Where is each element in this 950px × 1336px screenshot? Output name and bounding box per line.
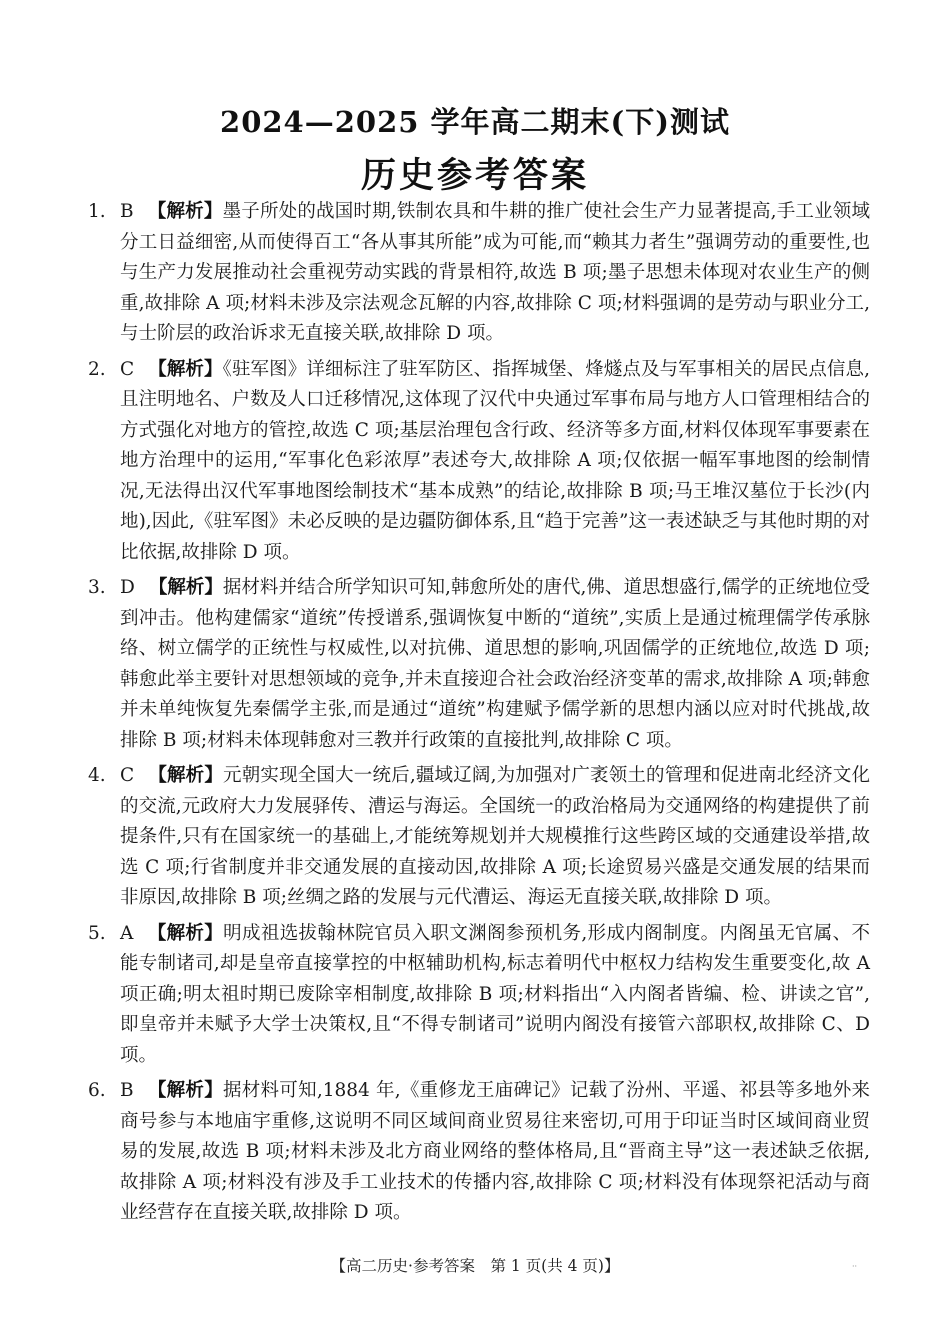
analysis-tag: 【解析】 bbox=[147, 201, 223, 222]
answer-item-2 bbox=[88, 355, 870, 569]
question-number: 4. bbox=[88, 765, 106, 786]
answer-item-4 bbox=[88, 761, 870, 914]
answer-choice: B bbox=[120, 201, 134, 222]
answer-item-6 bbox=[88, 1076, 870, 1229]
analysis-tag: 【解析】 bbox=[148, 358, 223, 380]
analysis-text: 元朝实现全国大一统后,疆域辽阔,为加强对广袤领土的管理和促进南北经济文化的交流,元政府大力发展驿传、漕运与海运。全国统一的政治格局为交通网络的构建提供了前提条件,只有在国家统一的基础上,才能统筹规划并大规模推行这些跨区域的交通建设举措,故选 C 项;行省制度并非交通发展的直接动因,故排除 A 项;长途贸易兴盛是交通发展的结果而非原因,故排除 B 项;丝绸之路的发展与元代漕运、海运无直接关联,故排除 D 项。 bbox=[120, 765, 870, 908]
question-number: 1. bbox=[88, 201, 106, 222]
answer-item-1 bbox=[88, 197, 870, 350]
analysis-tag: 【解析】 bbox=[147, 1080, 223, 1101]
analysis-tag: 【解析】 bbox=[147, 922, 224, 944]
answer-choice: C bbox=[120, 358, 135, 380]
answer-choice: C bbox=[120, 765, 135, 786]
scan-mark: ·· bbox=[852, 1262, 858, 1271]
document-title: 历史参考答案 bbox=[360, 155, 589, 196]
answer-item-3 bbox=[88, 573, 870, 756]
analysis-text: 《驻军图》详细标注了驻军防区、指挥城堡、烽燧点及与军事相关的居民点信息,且注明地名、户数及人口迁移情况,这体现了汉代中央通过军事布局与地方人口管理相结合的方式强化对地方的管控,故选 C 项;基层治理包含行政、经济等多方面,材料仅体现军事要素在地方治理中的运用,“军事化色彩浓厚”表述夸大,故排除 A 项;仅依据一幅军事地图的绘制情况,无法得出汉代军事地图绘制技术“基本成熟”的结论,故排除 B 项;马王堆汉墓位于长沙(内地),因此,《驻军图》未必反映的是边疆防御体系,且“趋于完善”这一表述缺乏与其他时期的对比依据,故排除 D 项。 bbox=[120, 358, 870, 563]
exam-title: 2024—2025 学年高二期末(下)测试 bbox=[220, 105, 730, 139]
answer-choice: B bbox=[120, 1080, 134, 1101]
answer-list bbox=[88, 197, 870, 1234]
question-number: 2. bbox=[88, 358, 106, 380]
answer-choice: D bbox=[120, 577, 135, 598]
answer-choice: A bbox=[120, 922, 134, 944]
analysis-tag: 【解析】 bbox=[148, 577, 223, 598]
question-number: 5. bbox=[88, 922, 106, 944]
analysis-tag: 【解析】 bbox=[148, 765, 224, 786]
analysis-text: 据材料并结合所学知识可知,韩愈所处的唐代,佛、道思想盛行,儒学的正统地位受到冲击。他构建儒家“道统”传授谱系,强调恢复中断的“道统”,实质上是通过梳理儒学传承脉络、树立儒学的正统性与权威性,以对抗佛、道思想的影响,巩固儒学的正统地位,故选 D 项;韩愈此举主要针对思想领域的竞争,并未直接迎合社会政治经济变革的需求,故排除 A 项;韩愈并未单纯恢复先秦儒学主张,而是通过“道统”构建赋予儒学新的思想内涵以应对时代挑战,故排除 B 项;材料未体现韩愈对三教并行政策的直接批判,故排除 C 项。 bbox=[120, 577, 870, 751]
question-number: 6. bbox=[88, 1080, 106, 1101]
analysis-text: 墨子所处的战国时期,铁制农具和牛耕的推广使社会生产力显著提高,手工业领域分工日益细密,从而使得百工“各从事其所能”成为可能,而“赖其力者生”强调劳动的重要性,也与生产力发展推动社会重视劳动实践的背景相符,故选 B 项;墨子思想未体现对农业生产的侧重,故排除 A 项;材料未涉及宗法观念瓦解的内容,故排除 C 项;材料强调的是劳动与职业分工,与士阶层的政治诉求无直接关联,故排除 D 项。 bbox=[120, 201, 870, 344]
analysis-text: 据材料可知,1884 年,《重修龙王庙碑记》记载了汾州、平遥、祁县等多地外来商号参与本地庙宇重修,这说明不同区域间商业贸易往来密切,可用于印证当时区域间商业贸易的发展,故选 B 项;材料未涉及北方商业网络的整体格局,且“晋商主导”这一表述缺乏依据,故排除 A 项;材料没有涉及手工业技术的传播内容,故排除 C 项;材料没有体现祭祀活动与商业经营存在直接关联,故排除 D 项。 bbox=[120, 1080, 870, 1223]
analysis-text: 明成祖选拔翰林院官员入职文渊阁参预机务,形成内阁制度。内阁虽无官属、不能专制诸司,却是皇帝直接掌控的中枢辅助机构,标志着明代中枢权力结构发生重要变化,故 A 项正确;明太祖时期已废除宰相制度,故排除 B 项;材料指出“入内阁者皆编、检、讲读之官”,即皇帝并未赋予大学士决策权,且“不得专制诸司”说明内阁没有接管六部职权,故排除 C、D 项。 bbox=[120, 922, 870, 1066]
page-footer: 【高二历史·参考答案 第 1 页(共 4 页)】 bbox=[330, 1257, 620, 1275]
question-number: 3. bbox=[88, 577, 106, 598]
answer-item-5 bbox=[88, 919, 870, 1072]
